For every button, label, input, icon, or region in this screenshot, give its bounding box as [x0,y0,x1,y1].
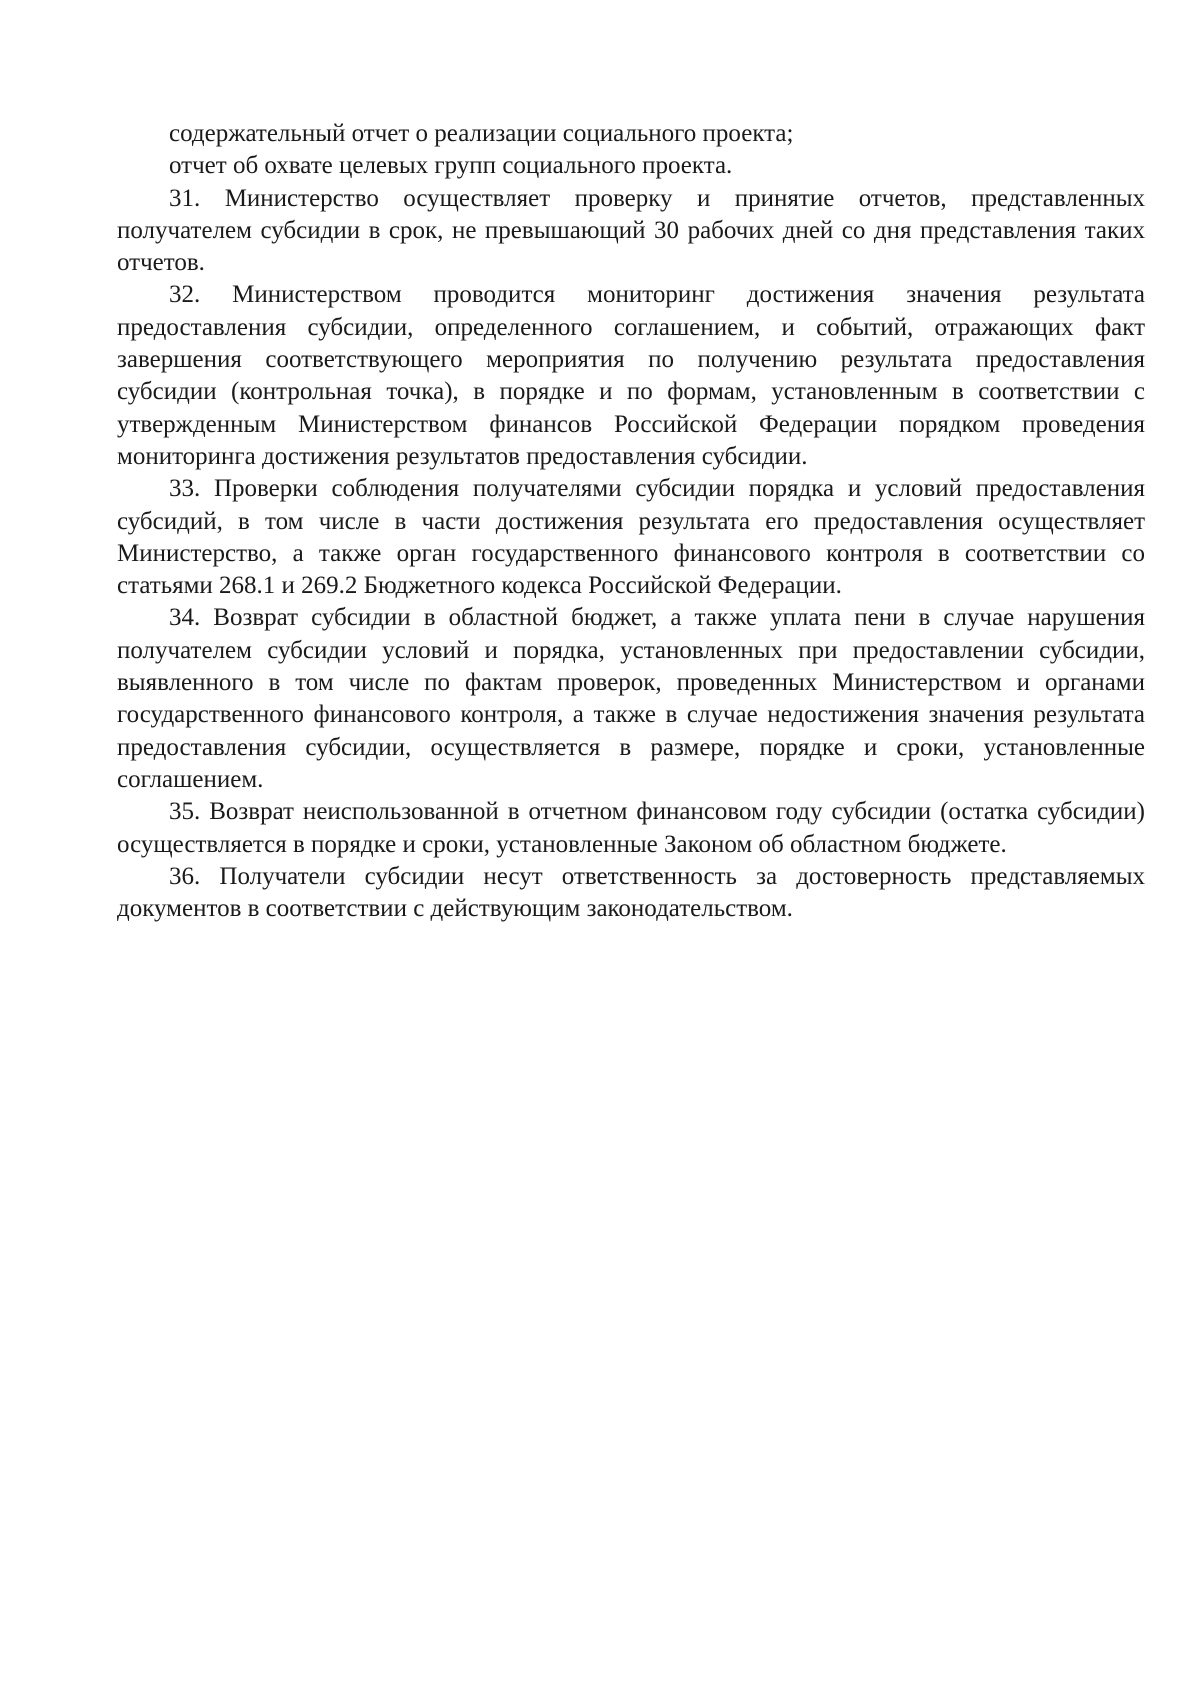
document-body [117,118,1145,925]
paragraph-report-content: содержательный отчет о реализации социального проекта; [169,120,794,147]
paragraph-31: 31. Министерство осуществляет проверку и принятие отчетов, представленных получателем субсидии в срок, не превышающий 30 рабочих дней со дня представления таких отчетов. [117,184,1145,277]
paragraph-35: 35. Возврат неиспользованной в отчетном финансовом году субсидии (остатка субсидии) осуществляется в порядке и сроки, установленные Законом об областном бюджете. [117,798,1145,858]
paragraph-33: 33. Проверки соблюдения получателями субсидии порядка и условий предоставления субсидий, в том числе в части достижения результата его предоставления осуществляет Министерство, а также орган государственного финансового контроля в соответствии со статьями 268.1 и 269.2 Бюджетного кодекса Российской Федерации. [117,475,1145,600]
paragraph-report-coverage: отчет об охвате целевых групп социального проекта. [169,152,733,180]
paragraph-36: 36. Получатели субсидии несут ответственность за достоверность представляемых документов в соответствии с действующим законодательством. [117,862,1145,923]
paragraph-34: 34. Возврат субсидии в областной бюджет, а также уплата пени в случае нарушения получателем субсидии условий и порядка, установленных при предоставлении субсидии, выявленного в том числе по фактам проверок, проведенных Министерством и органами государственного финансового контроля, а также в случае недостижения значения результата предоставления субсидии, осуществляется в размере, порядке и сроки, установленные соглашением. [117,604,1145,793]
paragraph-32: 32. Министерством проводится мониторинг достижения значения результата предоставления субсидии, определенного соглашением, и событий, отражающих факт завершения соответствующего мероприятия по получению результата предоставления субсидии (контрольная точка), в порядке и по формам, установленным в соответствии с утвержденным Министерством финансов Российской Федерации порядком проведения мониторинга достижения результатов предоставления субсидии. [117,281,1145,470]
